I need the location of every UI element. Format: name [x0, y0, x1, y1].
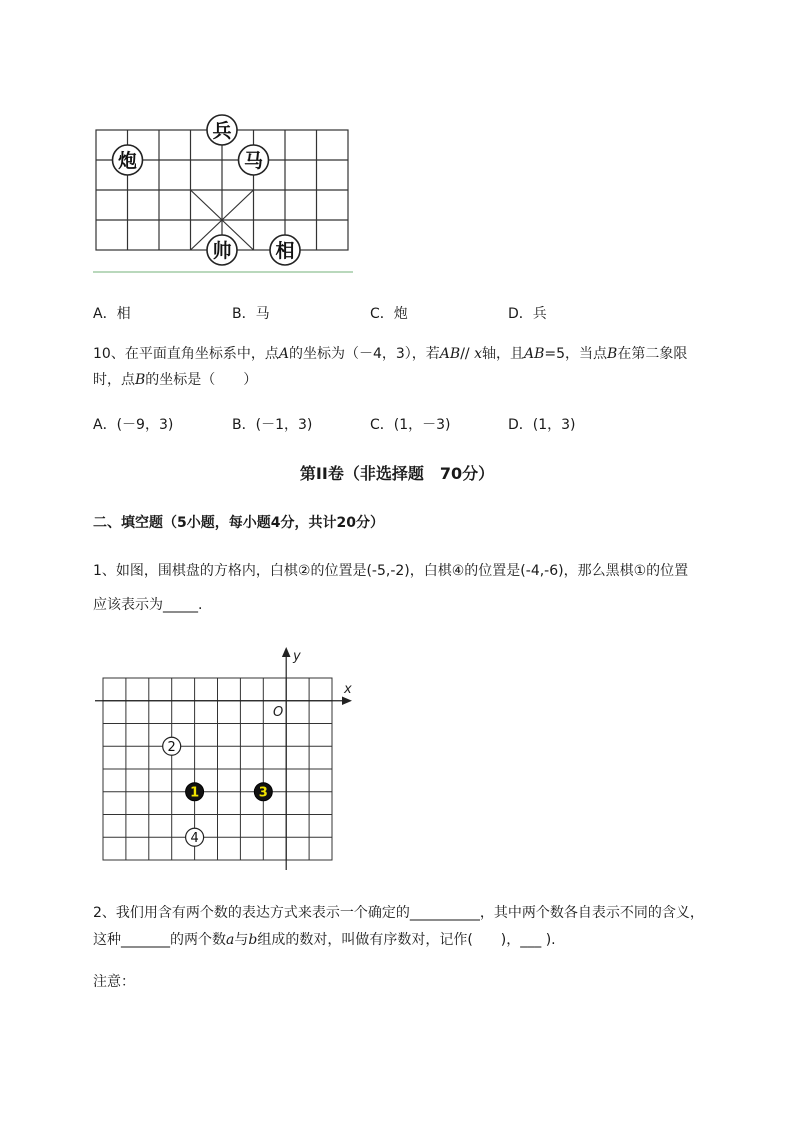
chess-piece-bing	[207, 115, 237, 145]
chess-piece-pao	[113, 145, 143, 175]
section-heading-fill-blank: 二、填空题（5小题，每小题4分，共计20分）	[93, 515, 384, 531]
q10-option-d: D．(1，3)	[508, 417, 576, 433]
white-stone-2	[163, 737, 181, 755]
q10-option-c: C．(1，－3)	[370, 417, 451, 433]
svg-text:兵: 兵	[212, 120, 232, 142]
q10-option-a: A．(－9，3)	[93, 417, 174, 433]
fill1-stem-line2: 应该表示为_____.	[93, 597, 203, 613]
svg-text:炮: 炮	[117, 150, 138, 172]
q10-option-b: B．(－1，3)	[232, 417, 313, 433]
fill1-stem-line1: 1、如图，围棋盘的方格内，白棋②的位置是(-5,-2)，白棋④的位置是(-4,-6)，那么黑棋①的位置	[93, 563, 689, 579]
q9-option-c: C．炮	[370, 306, 408, 322]
y-axis-arrow-icon	[282, 647, 291, 657]
svg-text:相: 相	[275, 240, 295, 262]
q10-stem-line1: 10、在平面直角坐标系中，点A的坐标为（－4，3），若AB// x轴，且AB=5，当点B在第二象限	[93, 346, 688, 362]
q9-option-d: D．兵	[508, 306, 547, 322]
svg-text:4: 4	[190, 831, 199, 846]
svg-text:1: 1	[190, 785, 200, 801]
chess-piece-shuai	[207, 235, 237, 265]
chess-piece-ma	[239, 145, 269, 175]
chinese-chess-board-figure	[88, 110, 360, 280]
chess-piece-xiang	[270, 235, 300, 265]
q9-option-a: A．相	[93, 306, 131, 322]
x-axis-arrow-icon	[342, 697, 352, 706]
black-stone-1	[186, 783, 204, 801]
fill2-stem-line2: 这种_______的两个数a与b组成的数对，叫做有序数对，记作( )，___ ).	[93, 932, 556, 948]
x-axis-label: x	[344, 682, 352, 697]
q9-option-b: B．马	[232, 306, 270, 322]
note-label: 注意：	[93, 974, 135, 990]
go-grid	[103, 678, 332, 860]
svg-text:3: 3	[258, 785, 268, 801]
svg-text:马: 马	[243, 150, 264, 172]
black-stone-3	[254, 783, 272, 801]
part2-title: 第II卷（非选择题 70分）	[299, 464, 495, 483]
svg-text:帅: 帅	[212, 240, 232, 262]
go-board-figure	[90, 645, 360, 870]
fill2-stem-line1: 2、我们用含有两个数的表达方式来表示一个确定的__________，其中两个数各自表示不同的含义，	[93, 905, 704, 921]
y-axis-label: y	[293, 649, 301, 664]
q10-stem-line2: 时，点B的坐标是（ ）	[93, 372, 258, 388]
svg-text:2: 2	[167, 740, 176, 755]
white-stone-4	[186, 828, 204, 846]
origin-label: O	[273, 705, 284, 720]
